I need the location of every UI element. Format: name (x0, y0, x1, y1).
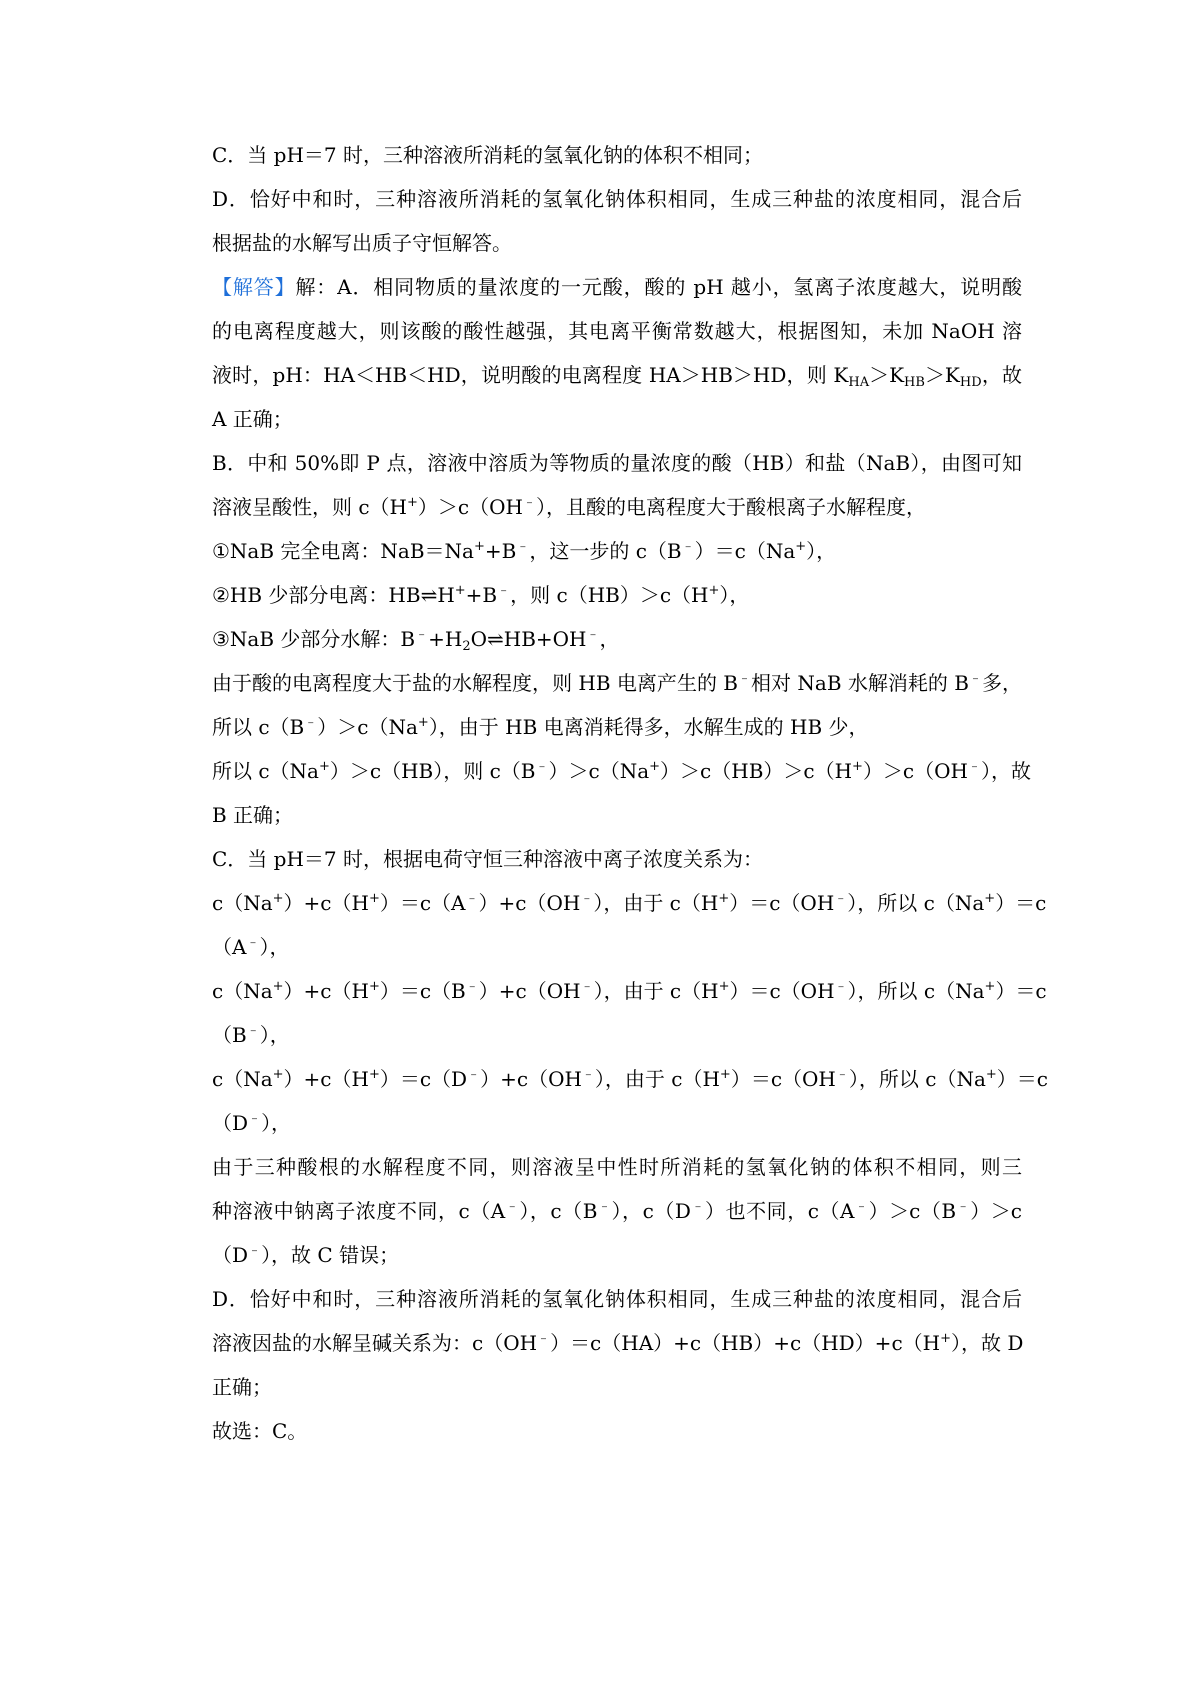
answer-c-line-1: C．当 pH＝7 时，根据电荷守恒三种溶液中离子浓度关系为： (212, 847, 763, 871)
answer-c-eq-d: c（Na+）+c（H+）＝c（D﹣）+c（OH﹣），由于 c（H+）＝c（OH﹣），所以 c（Na+）＝c (212, 1067, 1048, 1091)
answer-b-line-9: B 正确； (212, 803, 294, 827)
hint-d-line-2: 根据盐的水解写出质子守恒解答。 (212, 231, 512, 255)
answer-b-line-5: ③NaB 少部分水解：$B^﹣+H_2O\rightleftharpoons HB+OH^﹣$， (212, 627, 620, 654)
answer-c-eq-a: c（Na+）+c（H+）＝c（A﹣）+c（OH﹣），由于 c（H+）＝c（OH﹣），所以 c（Na+）＝c (212, 891, 1047, 915)
answer-c-eq-b-cont: （B﹣）， (212, 1023, 290, 1047)
answer-b-line-1: B．中和 50%即 P 点，溶液中溶质为等物质的量浓度的酸（HB）和盐（NaB），由图可知 (212, 451, 1022, 475)
answer-c-line-5: 由于三种酸根的水解程度不同，则溶液呈中性时所消耗的氢氧化钠的体积不相同，则三 (212, 1155, 1022, 1179)
hint-c: C．当 pH＝7 时，三种溶液所消耗的氢氧化钠的体积不相同； (212, 143, 763, 167)
answer-c-line-7: （D﹣），故 C 错误； (212, 1243, 400, 1267)
answer-a-line-1: 【解答】解：A．相同物质的量浓度的一元酸，酸的 pH 越小，氢离子浓度越大，说明酸 (212, 275, 1023, 299)
answer-c-line-6: 种溶液中钠离子浓度不同，c（A﹣），c（B﹣），c（D﹣）也不同，c（A﹣）＞c（B﹣）＞c (212, 1199, 1022, 1223)
answer-a-line-2: 的电离程度越大，则该酸的酸性越强，其电离平衡常数越大，根据图知，未加 NaOH 溶 (212, 319, 1022, 343)
answer-b-line-2: 溶液呈酸性，则 c（H+）＞c（OH﹣），且酸的电离程度大于酸根离子水解程度， (212, 495, 926, 519)
answer-b-line-8: 所以 c（Na+）＞c（HB），则 c（B﹣）＞c（Na+）＞c（HB）＞c（H+）＞c（OH﹣），故 (212, 759, 1031, 783)
answer-d-line-3: 正确； (212, 1375, 272, 1399)
answer-c-eq-d-cont: （D﹣）， (212, 1111, 292, 1135)
answer-label: 【解答】 (212, 275, 296, 299)
answer-a-line-3: 液时，pH：HA＜HB＜HD，说明酸的电离程度 HA＞HB＞HD，则 $K_{HA}>K_{HB}>K_{HD}$，故 (212, 363, 1023, 390)
answer-d-line-1: D．恰好中和时，三种溶液所消耗的氢氧化钠体积相同，生成三种盐的浓度相同，混合后 (212, 1287, 1022, 1311)
answer-b-line-7: 所以 c（B﹣）＞c（Na+），由于 HB 电离消耗得多，水解生成的 HB 少， (212, 715, 869, 739)
answer-c-eq-a-cont: （A﹣）， (212, 935, 290, 959)
answer-b-line-6: 由于酸的电离程度大于盐的水解程度，则 HB 电离产生的 B﹣相对 NaB 水解消耗的 B﹣多， (212, 671, 1022, 695)
hint-d-line-1: D．恰好中和时，三种溶液所消耗的氢氧化钠体积相同，生成三种盐的浓度相同，混合后 (212, 187, 1022, 211)
answer-d-line-2: 溶液因盐的水解呈碱关系为：c（OH﹣）＝c（HA）+c（HB）+c（HD）+c（H+），故 D (212, 1331, 1024, 1355)
answer-b-line-4: ②HB 少部分电离：HB⇌H++B﹣，则 c（HB）＞c（H+）， (212, 583, 750, 607)
final-answer: 故选：C。 (212, 1419, 308, 1443)
answer-a-line-4: A 正确； (212, 407, 293, 431)
answer-b-line-3: ①NaB 完全电离：NaB＝Na++B﹣，这一步的 c（B﹣）＝c（Na+）， (212, 539, 837, 563)
answer-c-eq-b: c（Na+）+c（H+）＝c（B﹣）+c（OH﹣），由于 c（H+）＝c（OH﹣），所以 c（Na+）＝c (212, 979, 1047, 1003)
